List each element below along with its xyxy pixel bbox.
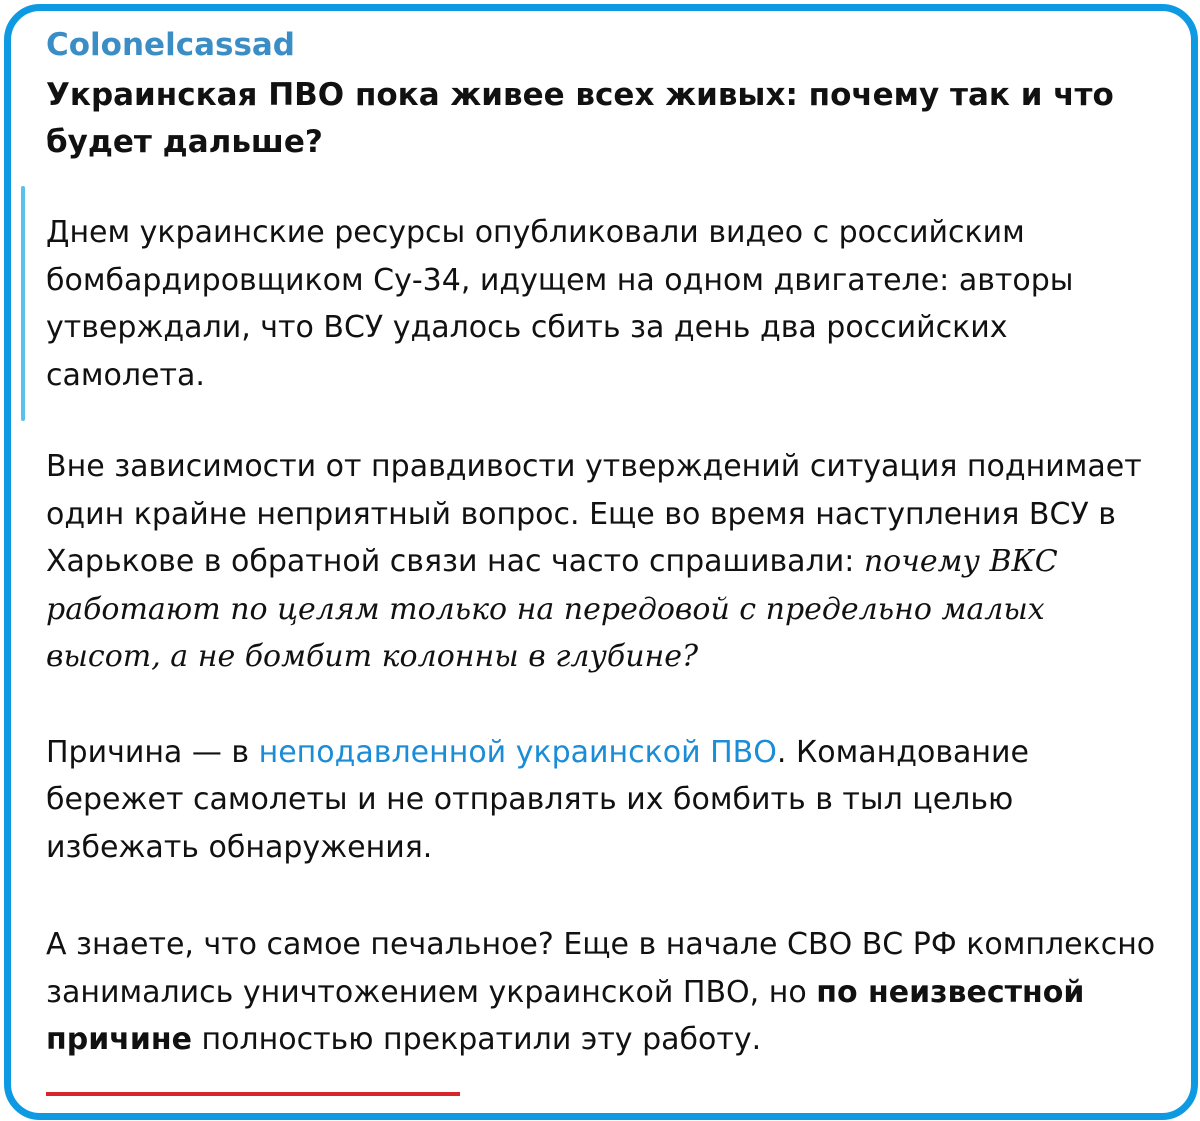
paragraph-4-suffix: полностью прекратили эту работу. bbox=[191, 1022, 762, 1057]
paragraph-3-prefix: Причина — в bbox=[46, 734, 259, 770]
red-underline bbox=[46, 1092, 460, 1096]
paragraph-2 bbox=[46, 443, 1156, 681]
paragraph-4 bbox=[46, 921, 1156, 1064]
paragraph-3-suffix: . Командование бережет самолеты и не отправлять их бомбить в тыл целью избежать обнаружения. bbox=[46, 734, 1029, 865]
paragraph-4-emphasis: по неизвестной причине bbox=[46, 974, 1085, 1057]
paragraph-1: Днем украинские ресурсы опубликовали видео с российским бомбардировщиком Су-34, идущем на одном двигателе: авторы утверждали, что ВСУ удалось сбить за день два российских самолета. bbox=[46, 215, 1074, 393]
pvo-link[interactable]: неподавленной украинской ПВО bbox=[258, 734, 777, 770]
paragraph-2-quote: почему ВКС работают по целям только на передовой с предельно малых высот, а не бомбит колонны в глубине? bbox=[46, 544, 1058, 674]
paragraph-4-text: А знаете, что самое печальное? Еще в начале СВО ВС РФ комплексно занимались уничтожением украинской ПВО, но bbox=[46, 927, 1156, 1010]
post-content bbox=[46, 24, 1156, 1064]
post-title: Украинская ПВО пока живее всех живых: почему так и что будет дальше? bbox=[46, 77, 1114, 160]
channel-name[interactable]: Colonelcassad bbox=[46, 27, 295, 63]
accent-bar bbox=[21, 186, 25, 421]
paragraph-2-text: Вне зависимости от правдивости утверждений ситуация поднимает один крайне неприятный вопрос. Еще во время наступления ВСУ в Харькове в обратной связи нас часто спрашивали: bbox=[46, 449, 1142, 579]
paragraph-3 bbox=[46, 729, 1156, 872]
